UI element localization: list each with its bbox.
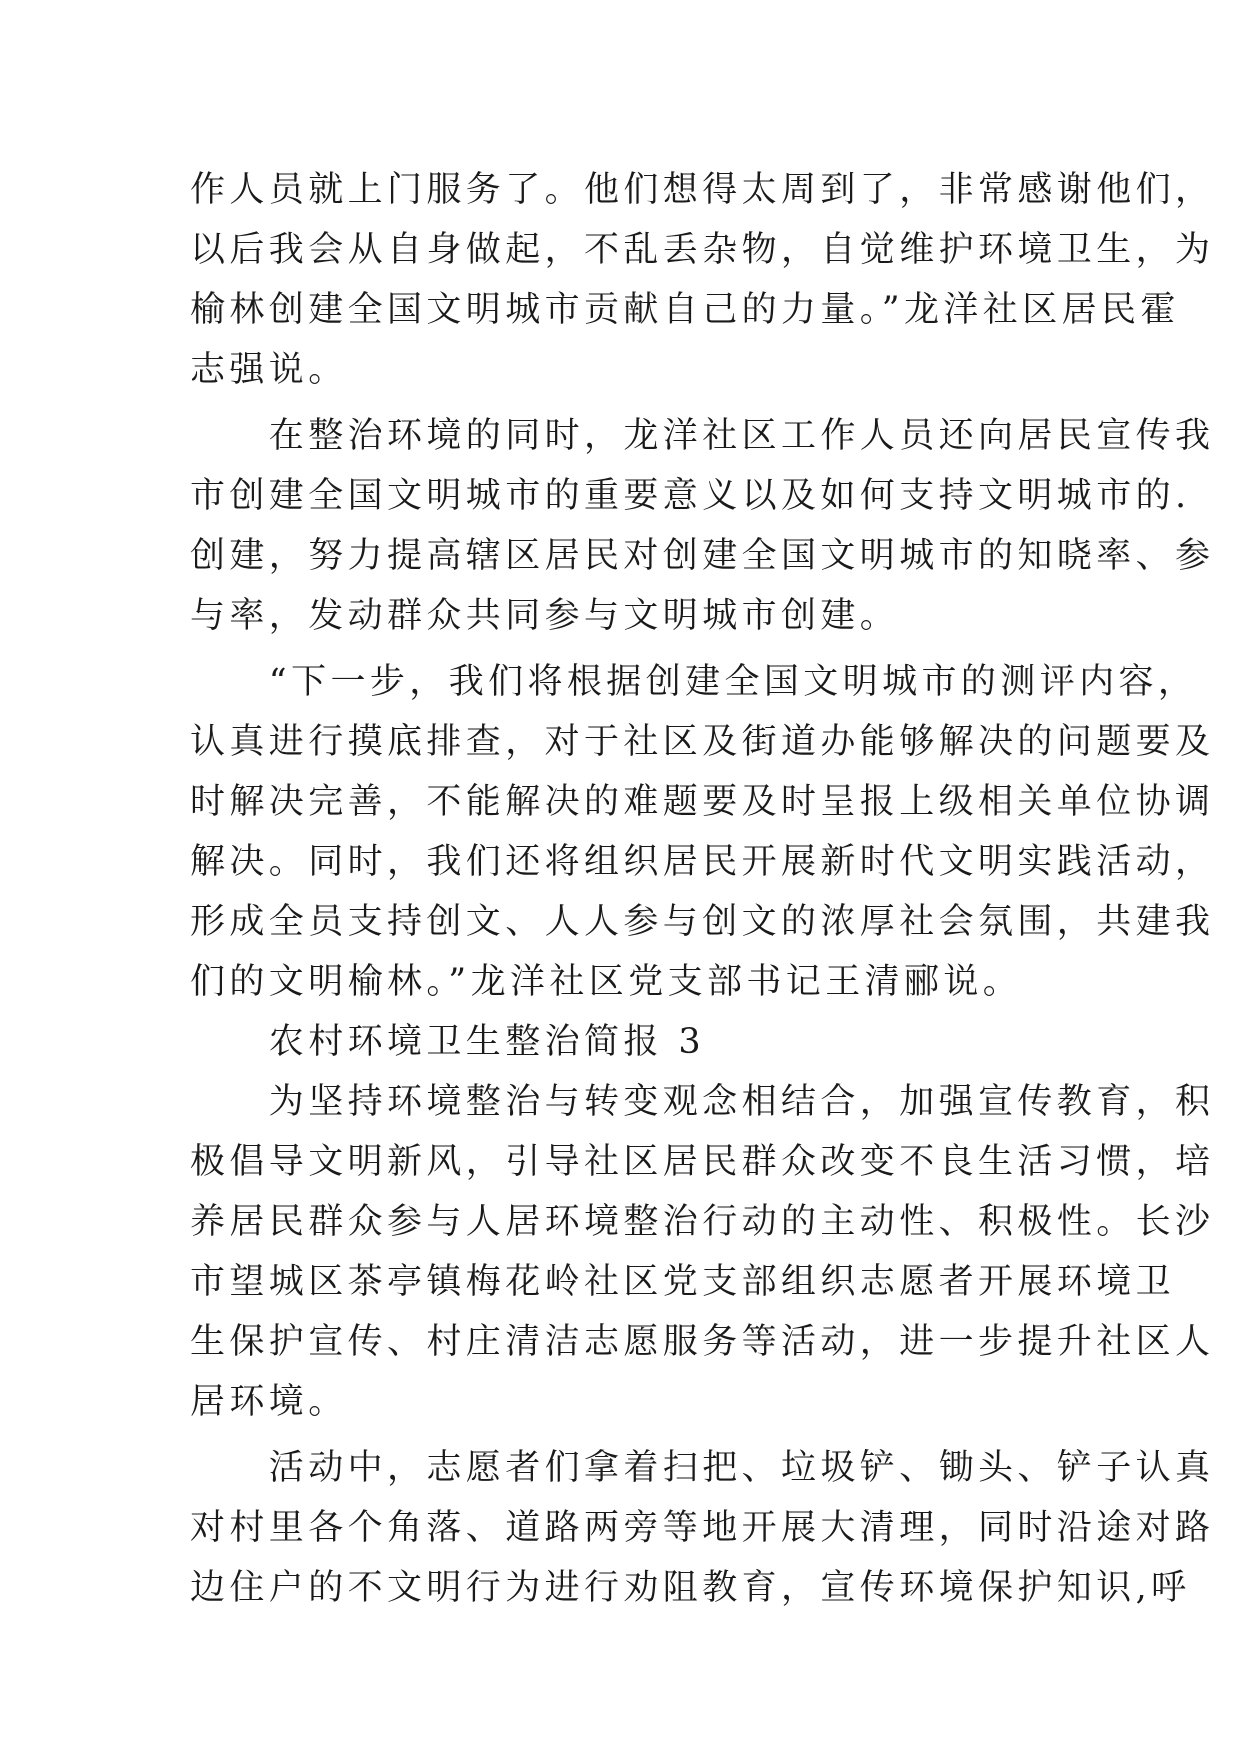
- text-line: 榆林创建全国文明城市贡献自己的力量。”龙洋社区居民霍: [190, 290, 1180, 330]
- text-line: 作人员就上门服务了。他们想得太周到了，非常感谢他们，: [190, 170, 1215, 210]
- text-line: 认真进行摸底排查，对于社区及街道办能够解决的问题要及: [190, 722, 1215, 762]
- paragraph-first-line: 为坚持环境整治与转变观念相结合，加强宣传教育，积: [190, 1082, 1215, 1122]
- paragraph-first-line: “下一步，我们将根据创建全国文明城市的测评内容，: [190, 662, 1198, 702]
- paragraph-first-line: 活动中，志愿者们拿着扫把、垃圾铲、锄头、铲子认真: [190, 1448, 1215, 1488]
- text-line: 极倡导文明新风，引导社区居民群众改变不良生活习惯，培: [190, 1142, 1215, 1182]
- text-line: 与率，发动群众共同参与文明城市创建。: [190, 596, 900, 636]
- text-line: 时解决完善，不能解决的难题要及时呈报上级相关单位协调: [190, 782, 1215, 822]
- document-body: [190, 160, 1215, 1618]
- text-line: 居环境。: [190, 1382, 348, 1422]
- text-line: 边住户的不文明行为进行劝阻教育，宣传环境保护知识,呼: [190, 1568, 1191, 1608]
- section-heading: 农村环境卫生整治简报 3: [190, 1022, 705, 1062]
- text-line: 以后我会从自身做起，不乱丢杂物，自觉维护环境卫生，为: [190, 230, 1215, 270]
- text-line: 生保护宣传、村庄清洁志愿服务等活动，进一步提升社区人: [190, 1322, 1215, 1362]
- text-line: 志强说。: [190, 350, 348, 390]
- text-line: 创建，努力提高辖区居民对创建全国文明城市的知晓率、参: [190, 536, 1215, 576]
- text-line: 对村里各个角落、道路两旁等地开展大清理，同时沿途对路: [190, 1508, 1215, 1548]
- text-line: 市望城区茶亭镇梅花岭社区党支部组织志愿者开展环境卫: [190, 1262, 1176, 1302]
- text-line: 形成全员支持创文、人人参与创文的浓厚社会氛围，共建我: [190, 902, 1215, 942]
- text-line: 解决。同时，我们还将组织居民开展新时代文明实践活动，: [190, 842, 1215, 882]
- text-line: 养居民群众参与人居环境整治行动的主动性、积极性。长沙: [190, 1202, 1215, 1242]
- text-line: 市创建全国文明城市的重要意义以及如何支持文明城市的.: [190, 476, 1191, 516]
- paragraph-first-line: 在整治环境的同时，龙洋社区工作人员还向居民宣传我: [190, 416, 1215, 456]
- text-line: 们的文明榆林。”龙洋社区党支部书记王清郦说。: [190, 962, 1023, 1002]
